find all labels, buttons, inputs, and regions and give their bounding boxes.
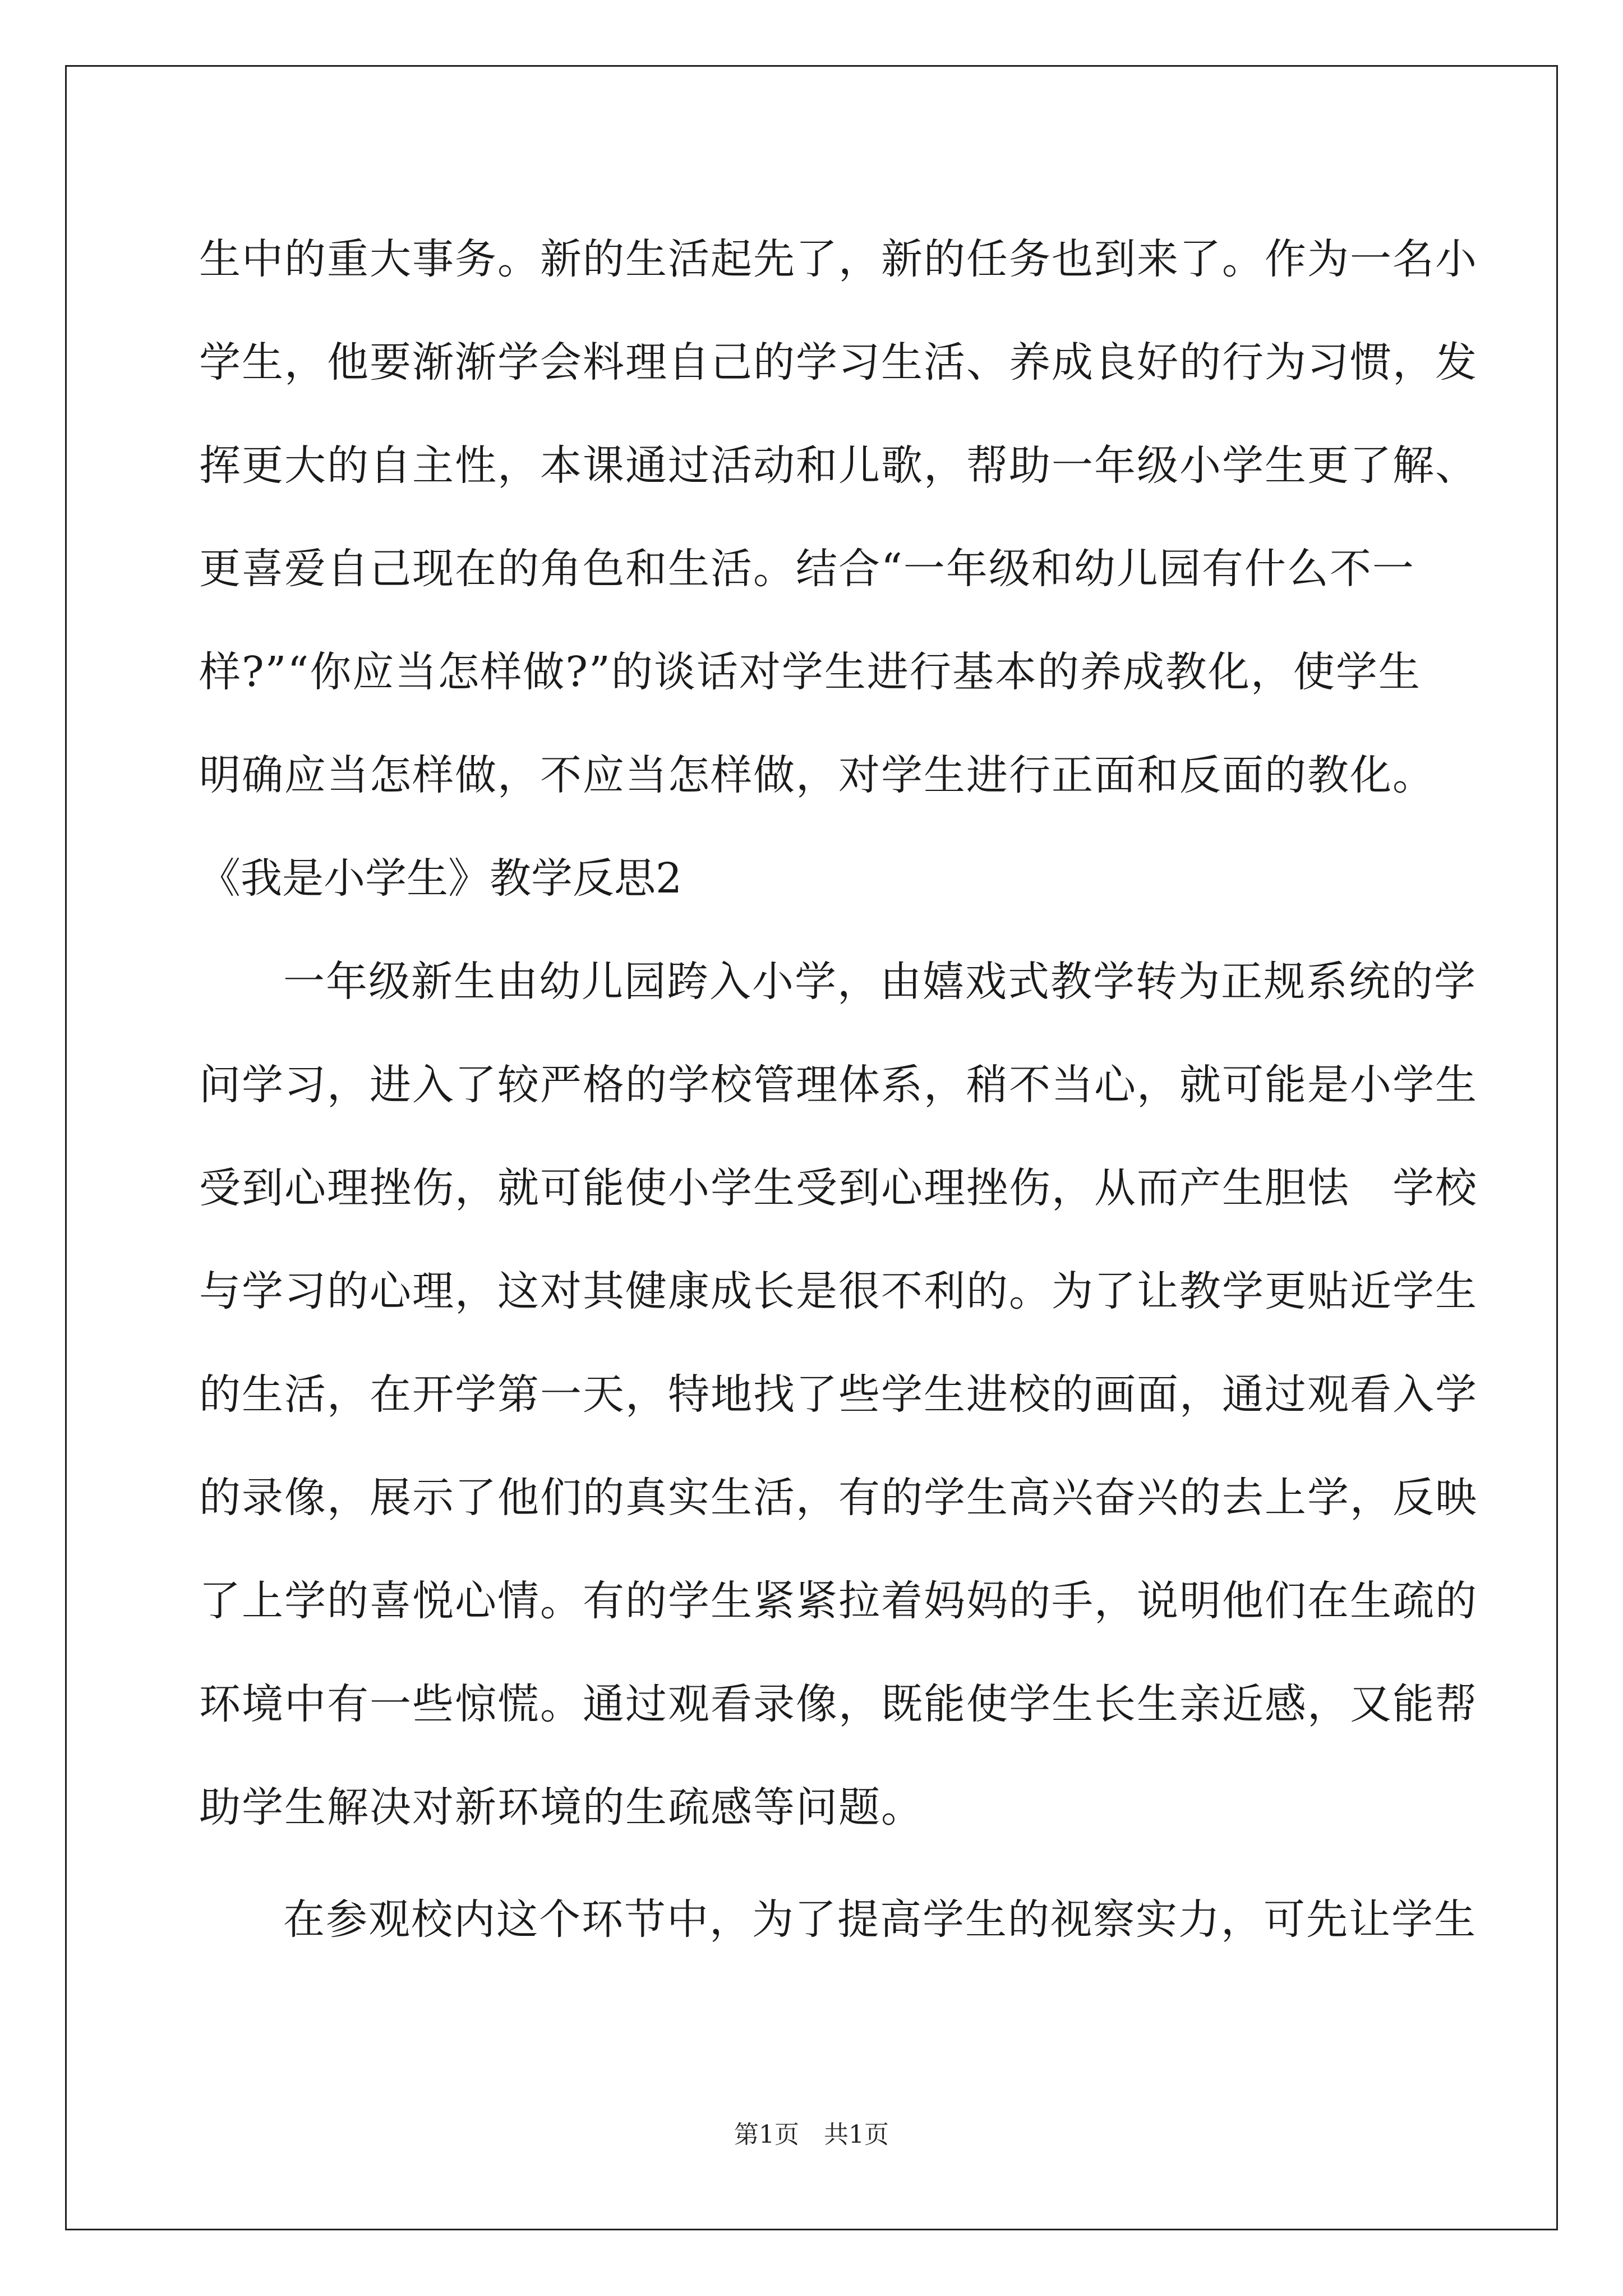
text-line: 学生，他要渐渐学会料理自己的学习生活、养成良好的行为习惯，发 [199, 338, 1478, 386]
paragraph-1 [199, 208, 1478, 827]
section-heading: 《我是小学生》教学反思2 [199, 854, 683, 903]
paragraph-2 [199, 930, 1478, 1859]
text-line: 更喜爱自己现在的角色和生活。结合“一年级和幼儿园有什么不一 [199, 545, 1415, 593]
text-line: 与学习的心理，这对其健康成长是很不利的。为了让教学更贴近学生 [199, 1267, 1478, 1315]
page-number: 第1页 [734, 2120, 799, 2149]
text-line: 生中的重大事务。新的生活起先了，新的任务也到来了。作为一名小 [199, 235, 1478, 283]
text-line: 的录像，展示了他们的真实生活，有的学生高兴奋兴的去上学，反映 [199, 1474, 1478, 1522]
page-footer [0, 2118, 1623, 2152]
paragraph-3 [199, 1868, 1477, 1971]
text-line: 环境中有一些惊慌。通过观看录像，既能使学生长生亲近感，又能帮 [199, 1680, 1478, 1728]
text-line: 明确应当怎样做，不应当怎样做，对学生进行正面和反面的教化。 [199, 751, 1435, 799]
text-line: 样?”“你应当怎样做?”的谈话对学生进行基本的养成教化，使学生 [199, 648, 1421, 696]
text-line: 一年级新生由幼儿园跨入小学，由嬉戏式教学转为正规系统的学 [283, 958, 1477, 1006]
text-line: 在参观校内这个环节中，为了提高学生的视察实力，可先让学生 [283, 1895, 1477, 1944]
text-line: 的生活，在开学第一天，特地找了些学生进校的画面，通过观看入学 [199, 1370, 1478, 1419]
text-line: 了上学的喜悦心情。有的学生紧紧拉着妈妈的手，说明他们在生疏的 [199, 1577, 1478, 1625]
text-line: 挥更大的自主性，本课通过活动和儿歌，帮助一年级小学生更了解、 [199, 441, 1478, 490]
page-total: 共1页 [824, 2120, 889, 2149]
text-line: 问学习，进入了较严格的学校管理体系，稍不当心，就可能是小学生 [199, 1061, 1478, 1109]
text-line: 受到心理挫伤，就可能使小学生受到心理挫伤，从而产生胆怯 学校 [199, 1164, 1478, 1212]
text-line: 助学生解决对新环境的生疏感等问题。 [199, 1783, 924, 1832]
document-body [199, 208, 1478, 1971]
